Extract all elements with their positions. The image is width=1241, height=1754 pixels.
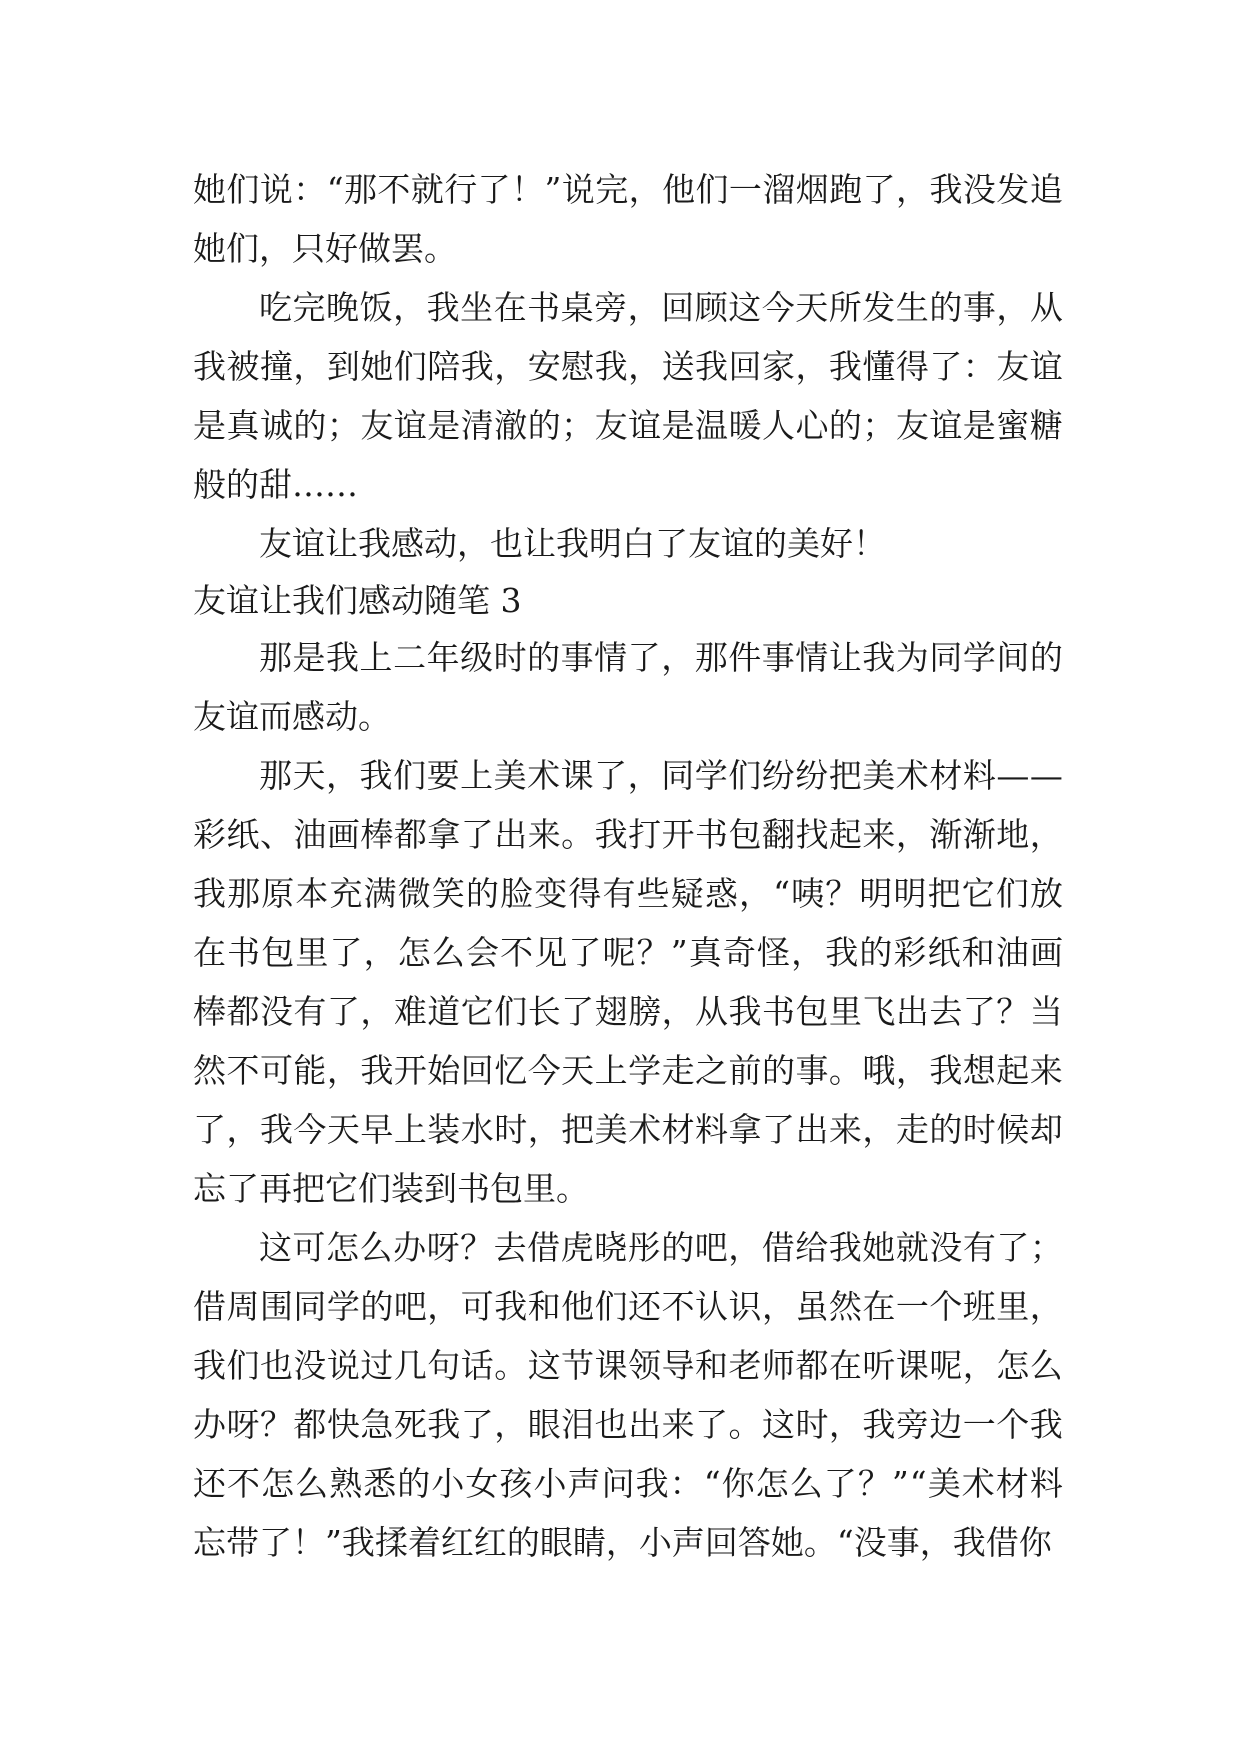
text-line: 那 是 我 上 二 年 级 时 的 事 情 了 ， 那 件 事 情 让 我 为 同 学 间 的 bbox=[259, 638, 1063, 677]
text-line: 吃 完 晚 饭 ， 我 坐 在 书 桌 旁 ， 回 顾 这 今 天 所 发 生 的 事 ， 从 bbox=[259, 288, 1063, 327]
text-line: 那 天 ， 我 们 要 上 美 术 课 了 ， 同 学 们 纷 纷 把 美 术 材 料 — — bbox=[259, 756, 1063, 795]
text-line: 然 不 可 能 ， 我 开 始 回 忆 今 天 上 学 走 之 前 的 事 。 哦 ， 我 想 起 来 bbox=[193, 1051, 1063, 1090]
text-line: 她 们 说 ： “ 那 不 就 行 了 ！ ” 说 完 ， 他 们 一 溜 烟 跑 了 ， 我 没 发 追 bbox=[193, 170, 1063, 209]
text-line: 友谊让我感动，也让我明白了友谊的美好！ bbox=[259, 524, 886, 563]
text-line: 她们，只好做罢。 bbox=[193, 229, 457, 268]
text-line: 办 呀 ？ 都 快 急 死 我 了 ， 眼 泪 也 出 来 了 。 这 时 ， 我 旁 边 一 个 我 bbox=[193, 1405, 1063, 1444]
section-title bbox=[193, 573, 1063, 628]
text-line: 在 书 包 里 了 ， 怎 么 会 不 见 了 呢 ？ ” 真 奇 怪 ， 我 的 彩 纸 和 油 画 bbox=[193, 933, 1063, 972]
text-line: 这 可 怎 么 办 呀 ？ 去 借 虎 晓 彤 的 吧 ， 借 给 我 她 就 没 有 了 ； bbox=[259, 1228, 1063, 1267]
text-line: 忘了再把它们装到书包里。 bbox=[193, 1169, 589, 1208]
paragraph bbox=[193, 514, 1063, 573]
section-title-text: 友谊让我们感动随笔 3 bbox=[193, 581, 522, 620]
text-line: 了 ， 我 今 天 早 上 装 水 时 ， 把 美 术 材 料 拿 了 出 来 ， 走 的 时 候 却 bbox=[193, 1110, 1063, 1149]
text-line: 是 真 诚 的 ； 友 谊 是 清 澈 的 ； 友 谊 是 温 暖 人 心 的 ； 友 谊 是 蜜 糖 bbox=[193, 406, 1063, 445]
text-line: 我 被 撞 ， 到 她 们 陪 我 ， 安 慰 我 ， 送 我 回 家 ， 我 懂 得 了 ： 友 谊 bbox=[193, 347, 1063, 386]
paragraph bbox=[193, 746, 1063, 1218]
text-line: 棒 都 没 有 了 ， 难 道 它 们 长 了 翅 膀 ， 从 我 书 包 里 飞 出 去 了 ？ 当 bbox=[193, 992, 1063, 1031]
text-line: 彩 纸 、 油 画 棒 都 拿 了 出 来 。 我 打 开 书 包 翻 找 起 来 ， 渐 渐 地 ， bbox=[193, 815, 1063, 854]
paragraph bbox=[193, 160, 1063, 278]
text-line: 我 们 也 没 说 过 几 句 话 。 这 节 课 领 导 和 老 师 都 在 听 课 呢 ， 怎 么 bbox=[193, 1346, 1063, 1385]
paragraph bbox=[193, 1218, 1063, 1572]
text-line: 般的甜…… bbox=[193, 465, 358, 504]
paragraph bbox=[193, 278, 1063, 514]
text-line: 我 那 原 本 充 满 微 笑 的 脸 变 得 有 些 疑 惑 ， “ 咦 ？ 明 明 把 它 们 放 bbox=[193, 874, 1063, 913]
text-line: 还 不 怎 么 熟 悉 的 小 女 孩 小 声 问 我 ： “ 你 怎 么 了 ？ ” “ 美 术 材 料 bbox=[193, 1464, 1063, 1503]
text-line: 友谊而感动。 bbox=[193, 697, 391, 736]
paragraph bbox=[193, 628, 1063, 746]
text-line: 借 周 围 同 学 的 吧 ， 可 我 和 他 们 还 不 认 识 ， 虽 然 在 一 个 班 里 ， bbox=[193, 1287, 1063, 1326]
document-body bbox=[193, 160, 1063, 1572]
text-line: 忘带了！”我揉着红红的眼睛，小声回答她。“没事，我借你 bbox=[193, 1523, 1052, 1562]
